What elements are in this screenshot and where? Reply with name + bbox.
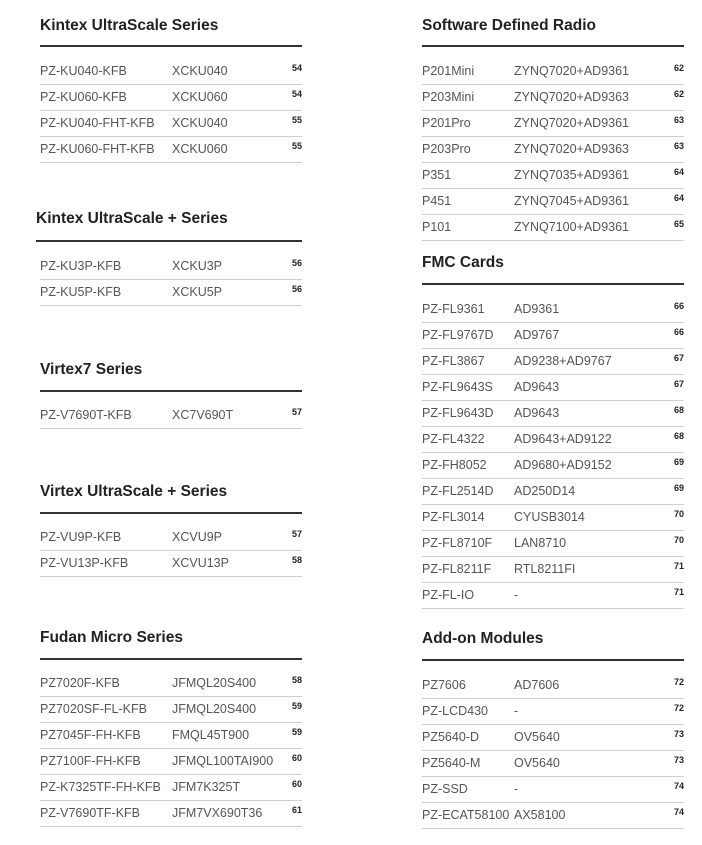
table-row [422,348,684,375]
table-row [422,188,684,215]
page-number: 54 [291,63,302,73]
page-number: 69 [673,457,684,467]
page-number: 59 [291,727,302,737]
chip-name: XCKU040 [172,64,228,78]
table-row [422,162,684,189]
chip-name: RTL8211FI [514,562,576,576]
chip-name: JFMQL20S400 [172,702,257,716]
table-row [422,672,684,699]
model-name: PZ-FL9767D [422,328,494,342]
page-number: 56 [291,258,302,268]
table-row [40,253,302,280]
table-row [40,670,302,697]
page-number: 62 [673,63,684,73]
page-number: 73 [673,729,684,739]
chip-name: CYUSB3014 [514,510,585,524]
page-number: 54 [291,89,302,99]
chip-name: OV5640 [514,730,560,744]
page-number: 64 [673,193,684,203]
table-row [422,84,684,111]
page-number: 66 [673,327,684,337]
page-number: 70 [673,535,684,545]
table-row [422,724,684,751]
model-name: PZ-KU3P-KFB [40,259,122,273]
model-name: PZ-KU060-FHT-KFB [40,142,155,156]
chip-name: AD9238+AD9767 [514,354,612,368]
model-name: PZ-VU13P-KFB [40,556,129,570]
model-name: P203Pro [422,142,471,156]
table-row [422,136,684,163]
table-row [40,696,302,723]
chip-name: AD9643 [514,380,560,394]
page-number: 63 [673,115,684,125]
page-number: 74 [673,807,684,817]
table-row [40,279,302,306]
model-name: PZ-FL4322 [422,432,485,446]
page-number: 62 [673,89,684,99]
chip-name: XCKU5P [172,285,223,299]
chip-name: - [514,704,519,718]
page-number: 55 [291,115,302,125]
table-row [40,722,302,749]
chip-name: XCKU060 [172,142,228,156]
page-number: 71 [673,561,684,571]
table-row [422,58,684,85]
chip-name: AD250D14 [514,484,576,498]
chip-name: OV5640 [514,756,560,770]
page-number: 60 [291,779,302,789]
section-rule [40,658,302,660]
table-row [422,374,684,401]
section-title: FMC Cards [422,254,504,271]
chip-name: XCKU060 [172,90,228,104]
model-name: PZ-FL9643D [422,406,494,420]
model-name: PZ-FL9643S [422,380,493,394]
section-rule [422,45,684,47]
chip-name: AD9767 [514,328,560,342]
model-name: PZ-FL8211F [422,562,492,576]
model-name: PZ-VU9P-KFB [40,530,122,544]
model-name: PZ7100F-FH-KFB [40,754,141,768]
table-row [40,110,302,137]
model-name: PZ-KU060-KFB [40,90,127,104]
table-row [422,426,684,453]
table-row [422,296,684,323]
model-name: PZ-FL-IO [422,588,475,602]
table-row [40,402,302,429]
section-rule [40,512,302,514]
chip-name: ZYNQ7020+AD9363 [514,90,630,104]
page-number: 72 [673,677,684,687]
chip-name: ZYNQ7045+AD9361 [514,194,630,208]
page-number: 56 [291,284,302,294]
chip-name: JFM7VX690T36 [172,806,263,820]
model-name: PZ7020F-KFB [40,676,120,690]
chip-name: JFMQL100TAI900 [172,754,274,768]
chip-name: JFMQL20S400 [172,676,257,690]
table-row [40,136,302,163]
chip-name: ZYNQ7035+AD9361 [514,168,630,182]
section-rule [40,390,302,392]
section-title: Virtex UltraScale + Series [40,483,228,500]
table-row [422,750,684,777]
model-name: P101 [422,220,452,234]
table-row [40,550,302,577]
model-name: PZ-LCD430 [422,704,488,718]
chip-name: - [514,588,519,602]
table-row [40,748,302,775]
model-name: PZ-SSD [422,782,468,796]
table-row [40,524,302,551]
chip-name: ZYNQ7020+AD9363 [514,142,630,156]
chip-name: AD9680+AD9152 [514,458,612,472]
model-name: PZ-ECAT58100 [422,808,510,822]
chip-name: AD9643 [514,406,560,420]
section-title: Add-on Modules [422,630,544,647]
model-name: P203Mini [422,90,475,104]
model-name: PZ-FL2514D [422,484,494,498]
section-rule [36,240,302,242]
chip-name: XCKU040 [172,116,228,130]
table-row [422,478,684,505]
table-row [40,84,302,111]
model-name: PZ-FL8710F [422,536,493,550]
chip-name: - [514,782,519,796]
model-name: PZ-V7690T-KFB [40,408,132,422]
page-number: 69 [673,483,684,493]
model-name: P201Pro [422,116,471,130]
table-row [422,556,684,583]
chip-name: ZYNQ7100+AD9361 [514,220,630,234]
page-number: 55 [291,141,302,151]
model-name: PZ-KU040-FHT-KFB [40,116,155,130]
section-title: Fudan Micro Series [40,629,183,646]
table-row [422,530,684,557]
chip-name: LAN8710 [514,536,567,550]
page-number: 71 [673,587,684,597]
table-row [422,776,684,803]
model-name: PZ-FL3014 [422,510,485,524]
page-number: 60 [291,753,302,763]
page-number: 58 [291,675,302,685]
model-name: PZ7606 [422,678,466,692]
table-row [422,452,684,479]
table-row [40,774,302,801]
page-number: 65 [673,219,684,229]
page-number: 74 [673,781,684,791]
table-row [422,214,684,241]
table-row [422,504,684,531]
page-number: 68 [673,405,684,415]
model-name: PZ-FH8052 [422,458,487,472]
page-number: 68 [673,431,684,441]
chip-name: AD9361 [514,302,560,316]
page-number: 61 [291,805,302,815]
page-number: 57 [291,529,302,539]
model-name: PZ-FL9361 [422,302,485,316]
page-number: 73 [673,755,684,765]
model-name: PZ-V7690TF-KFB [40,806,141,820]
page-number: 57 [291,407,302,417]
page-number: 67 [673,379,684,389]
model-name: PZ-KU040-KFB [40,64,127,78]
model-name: P201Mini [422,64,475,78]
chip-name: ZYNQ7020+AD9361 [514,64,630,78]
model-name: P351 [422,168,452,182]
section-rule [422,283,684,285]
model-name: PZ-FL3867 [422,354,485,368]
chip-name: XCVU9P [172,530,223,544]
page-number: 67 [673,353,684,363]
model-name: P451 [422,194,452,208]
chip-name: FMQL45T900 [172,728,250,742]
section-title: Kintex UltraScale + Series [36,210,228,227]
table-row [422,802,684,829]
chip-name: AD7606 [514,678,560,692]
chip-name: JFM7K325T [172,780,241,794]
page-number: 58 [291,555,302,565]
section-title: Kintex UltraScale Series [40,17,219,34]
chip-name: XC7V690T [172,408,234,422]
section-rule [40,45,302,47]
model-name: PZ7020SF-FL-KFB [40,702,147,716]
model-name: PZ-KU5P-KFB [40,285,122,299]
table-row [422,322,684,349]
page-number: 72 [673,703,684,713]
chip-name: ZYNQ7020+AD9361 [514,116,630,130]
chip-name: AX58100 [514,808,566,822]
model-name: PZ-K7325TF-FH-KFB [40,780,161,794]
page-number: 64 [673,167,684,177]
model-name: PZ7045F-FH-KFB [40,728,141,742]
model-name: PZ5640-M [422,756,481,770]
page-number: 63 [673,141,684,151]
model-name: PZ5640-D [422,730,479,744]
chip-name: XCKU3P [172,259,223,273]
table-row [422,110,684,137]
section-title: Virtex7 Series [40,361,143,378]
page-number: 70 [673,509,684,519]
table-row [40,800,302,827]
table-row [422,698,684,725]
section-rule [422,659,684,661]
chip-name: XCVU13P [172,556,229,570]
table-row [422,582,684,609]
page-number: 59 [291,701,302,711]
table-row [422,400,684,427]
page-number: 66 [673,301,684,311]
section-title: Software Defined Radio [422,17,596,34]
chip-name: AD9643+AD9122 [514,432,612,446]
table-row [40,58,302,85]
